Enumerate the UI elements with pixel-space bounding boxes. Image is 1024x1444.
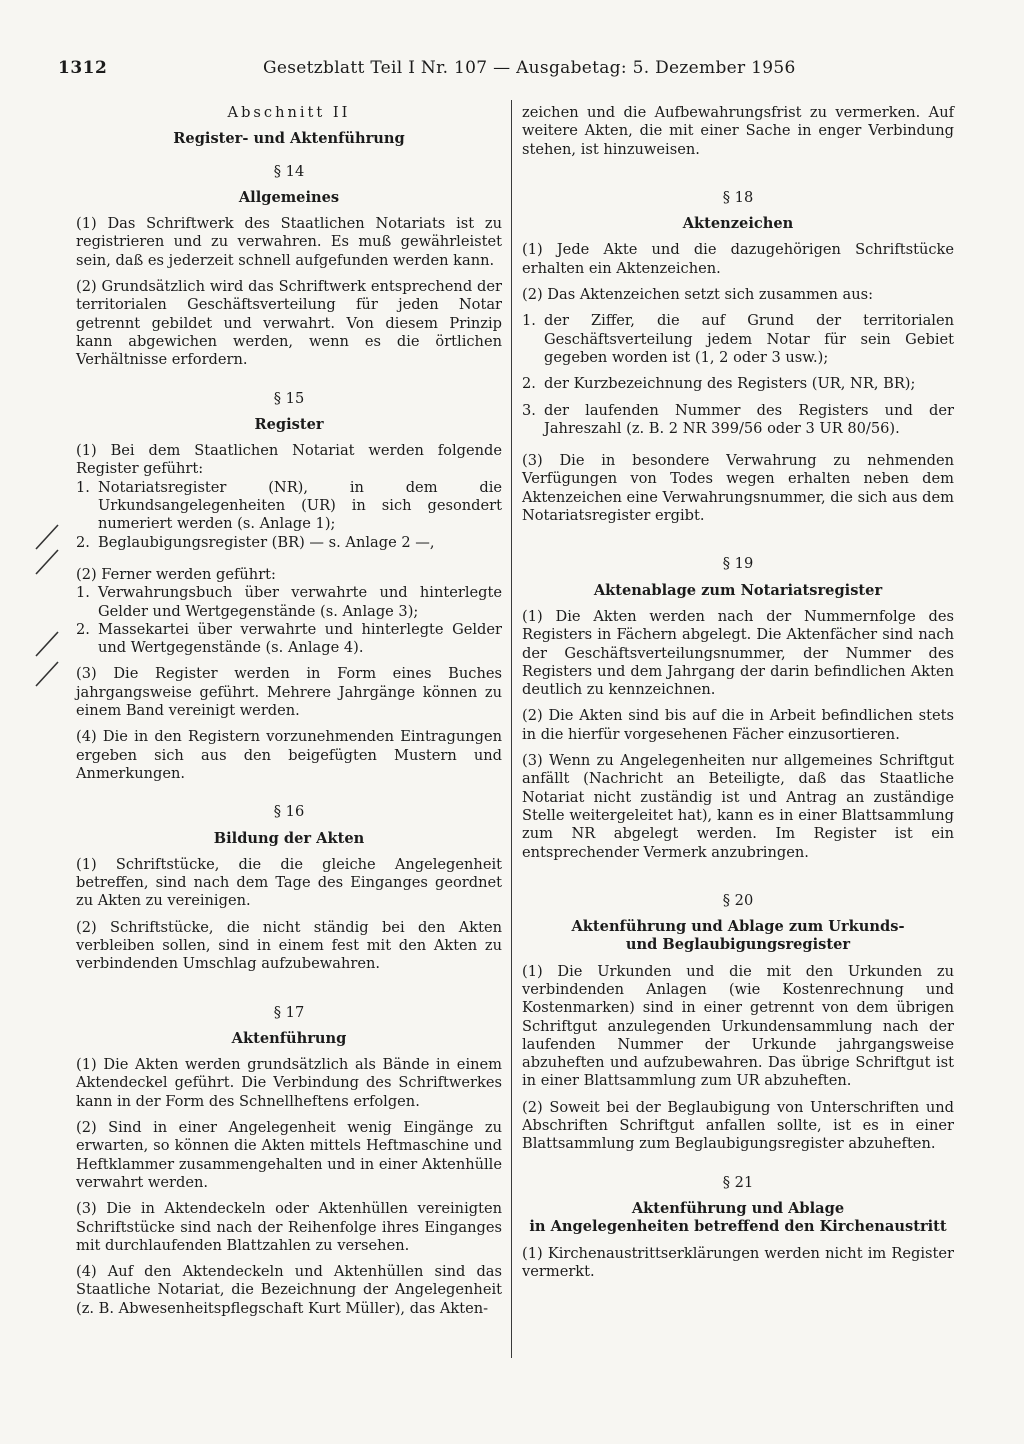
list-item-number: 1. xyxy=(76,584,90,602)
list-item-number: 2. xyxy=(76,620,90,638)
list-item xyxy=(76,621,502,658)
list-item-text: der Ziffer, die auf Grund der territorialen Geschäftsverteilung jedem Notar für sein Gebiet gegeben worden ist (1, 2 oder 3 usw.); xyxy=(544,312,954,366)
paragraph-text: (1) Das Schriftwerk des Staatlichen Notariats ist zu registrieren und zu verwahren. Es muß gewährleistet sein, daß es jederzeit schnell aufgefunden werden kann. xyxy=(76,215,502,269)
paragraph-text: (1) Bei dem Staatlichen Notariat werden folgende Register geführt: xyxy=(76,442,502,478)
list-item-number: 1. xyxy=(522,312,536,330)
handwritten-margin-mark xyxy=(28,630,68,660)
paragraph-number-21: § 21 xyxy=(722,1173,754,1191)
paragraph-number-15: § 15 xyxy=(273,389,305,407)
paragraph-text: (2) Das Aktenzeichen setzt sich zusammen aus: xyxy=(522,286,874,304)
paragraph-title-20-line2: und Beglaubigungsregister xyxy=(625,936,851,954)
page-number: 1312 xyxy=(58,58,108,78)
paragraph-text: (1) Die Akten werden nach der Nummernfolge des Registers in Fächern abgelegt. Die Aktenfächer sind nach der Geschäftsverteilungsnummer, der Nummer des Registers und dem Jahrgang der darin befindlichen Akten deutlich zu kennzeichnen. xyxy=(522,607,954,699)
paragraph-title-15: Register xyxy=(254,415,324,433)
list-item xyxy=(76,534,502,552)
paragraph-title-16: Bildung der Akten xyxy=(213,829,365,847)
paragraph-number-18: § 18 xyxy=(722,188,754,206)
list-item xyxy=(522,375,954,393)
paragraph-text: (2) Grundsätzlich wird das Schriftwerk entsprechend der territorialen Geschäftsverteilung für jeden Notar getrennt gebildet und verwahrt. Von diesem Prinzip kann abgewichen werden, wenn es die örtlichen Verhältnisse erfordern. xyxy=(76,278,502,369)
list-item-text: Massekartei über verwahrte und hinterlegte Gelder und Wertgegenstände (s. Anlage 4). xyxy=(98,620,502,657)
list-item xyxy=(522,402,954,439)
list-item xyxy=(76,479,502,534)
paragraph-text: (2) Die Akten sind bis auf die in Arbeit befindlichen stets in die hierfür vorgesehenen Fächer einzusortieren. xyxy=(522,707,954,743)
paragraph-text: (1) Schriftstücke, die die gleiche Angelegenheit betreffen, sind nach dem Tage des Einganges geordnet zu Akten zu vereinigen. xyxy=(76,855,502,910)
list-item-text: der laufenden Nummer des Registers und der Jahreszahl (z. B. 2 NR 399/56 oder 3 UR 80/56). xyxy=(544,401,954,437)
paragraph-title-21-line2: in Angelegenheiten betreffend den Kirchenaustritt xyxy=(529,1218,947,1236)
list-item-text: Verwahrungsbuch über verwahrte und hinterlegte Gelder und Wertgegenstände (s. Anlage 3); xyxy=(98,584,502,620)
paragraph-title-17: Aktenführung xyxy=(231,1029,347,1047)
handwritten-margin-mark xyxy=(28,660,68,690)
paragraph-text: (3) Die in besondere Verwahrung zu nehmenden Verfügungen von Todes wegen erhalten neben dem Aktenzeichen eine Verwahrungsnummer, die sich aus dem Notariatsregister ergibt. xyxy=(522,452,954,525)
paragraph-title-18: Aktenzeichen xyxy=(682,215,794,233)
section-title: Register- und Aktenführung xyxy=(173,130,405,148)
list-item-number: 1. xyxy=(76,478,90,496)
paragraph-number-19: § 19 xyxy=(722,555,754,573)
section-heading: Abschnitt II xyxy=(227,104,351,121)
column-divider xyxy=(511,100,512,1358)
paragraph-number-16: § 16 xyxy=(273,803,305,821)
list-item-number: 3. xyxy=(522,401,536,419)
paragraph-text: (3) Die Register werden in Form eines Buches jahrgangsweise geführt. Mehrere Jahrgänge können zu einem Band vereinigt werden. xyxy=(76,665,502,720)
paragraph-text: (2) Ferner werden geführt: xyxy=(76,565,276,583)
paragraph-text: (2) Soweit bei der Beglaubigung von Unterschriften und Abschriften Schriftgut anfallen sollte, ist es in einer Blattsammlung zum Beglaubigungsregister abzuheften. xyxy=(522,1098,954,1153)
paragraph-number-14: § 14 xyxy=(273,162,305,180)
list-item-text: Notariatsregister (NR), in dem die Urkundsangelegenheiten (UR) in sich gesondert numeriert werden (s. Anlage 1); xyxy=(98,478,502,533)
paragraph-text: (2) Sind in einer Angelegenheit wenig Eingänge zu erwarten, so können die Akten mittels Heftmaschine und Heftklammer zusammengehalten und in einer Aktenhülle verwahrt werden. xyxy=(76,1119,502,1191)
paragraph-text: (3) Die in Aktendeckeln oder Aktenhüllen vereinigten Schriftstücke sind nach der Reihenfolge ihres Einganges mit durchlaufenden Blattzahlen zu versehen. xyxy=(76,1200,502,1254)
paragraph-text: (1) Die Akten werden grundsätzlich als Bände in einem Aktendeckel geführt. Die Verbindung des Schriftwerkes kann in der Form des Schnellheftens erfolgen. xyxy=(76,1056,502,1110)
paragraph-text: (3) Wenn zu Angelegenheiten nur allgemeines Schriftgut anfällt (Nachricht an Beteiligte, daß das Staatliche Notariat nicht zuständig ist und Antrag an zuständige Stelle weitergeleitet hat), kann es in einer Blattsammlung zum NR abgelegt werden. Im Register ist ein entsprechender Vermerk anzubringen. xyxy=(522,752,954,861)
paragraph-number-17: § 17 xyxy=(273,1003,305,1021)
left-column xyxy=(76,104,502,1318)
right-column xyxy=(522,104,954,1281)
paragraph-text: (1) Kirchenaustrittserklärungen werden nicht im Register vermerkt. xyxy=(522,1244,954,1280)
paragraph-title-21-line1: Aktenführung und Ablage xyxy=(631,1199,845,1217)
list-item xyxy=(522,312,954,367)
paragraph-title-20-line1: Aktenführung und Ablage zum Urkunds- xyxy=(571,918,905,936)
list-item-text: der Kurzbezeichnung des Registers (UR, NR, BR); xyxy=(544,375,916,393)
paragraph-title-14: Allgemeines xyxy=(238,188,340,206)
paragraph-text: (4) Die in den Registern vorzunehmenden Eintragungen ergeben sich aus den beigefügten Mustern und Anmerkungen. xyxy=(76,728,502,782)
paragraph-title-19: Aktenablage zum Notariatsregister xyxy=(593,581,883,599)
list-item-text: Beglaubigungsregister (BR) — s. Anlage 2 —, xyxy=(98,533,435,551)
list-item xyxy=(76,584,502,621)
paragraph-text: (2) Schriftstücke, die nicht ständig bei den Akten verbleiben sollen, sind in einem fest mit den Akten zu verbindenden Umschlag aufzubewahren. xyxy=(76,918,502,973)
page-header-title: Gesetzblatt Teil I Nr. 107 — Ausgabetag: 5. Dezember 1956 xyxy=(263,58,796,78)
list-item-number: 2. xyxy=(76,533,90,551)
paragraph-text: (1) Die Urkunden und die mit den Urkunden zu verbindenden Anlagen (wie Kostenrechnung und Kostenmarken) sind in einer getrennt von dem übrigen Schriftgut anzulegenden Urkundensammlung nach der laufenden Nummer der Urkunde jahrgangsweise abzuheften und aufzubewahren. Das übrige Schriftgut ist in einer Blattsammlung zum UR abzuheften. xyxy=(522,962,954,1090)
paragraph-text: (4) Auf den Aktendeckeln und Aktenhüllen sind das Staatliche Notariat, die Bezeichnung der Angelegenheit (z. B. Abwesenheitspflegschaft Kurt Müller), das Akten- xyxy=(76,1263,502,1317)
paragraph-text: zeichen und die Aufbewahrungsfrist zu vermerken. Auf weitere Akten, die mit einer Sache in enger Verbindung stehen, ist hinzuweisen. xyxy=(522,104,954,158)
handwritten-margin-mark xyxy=(28,548,68,578)
paragraph-number-20: § 20 xyxy=(722,891,754,909)
list-item-number: 2. xyxy=(522,375,536,393)
paragraph-text: (1) Jede Akte und die dazugehörigen Schriftstücke erhalten ein Aktenzeichen. xyxy=(522,241,954,277)
